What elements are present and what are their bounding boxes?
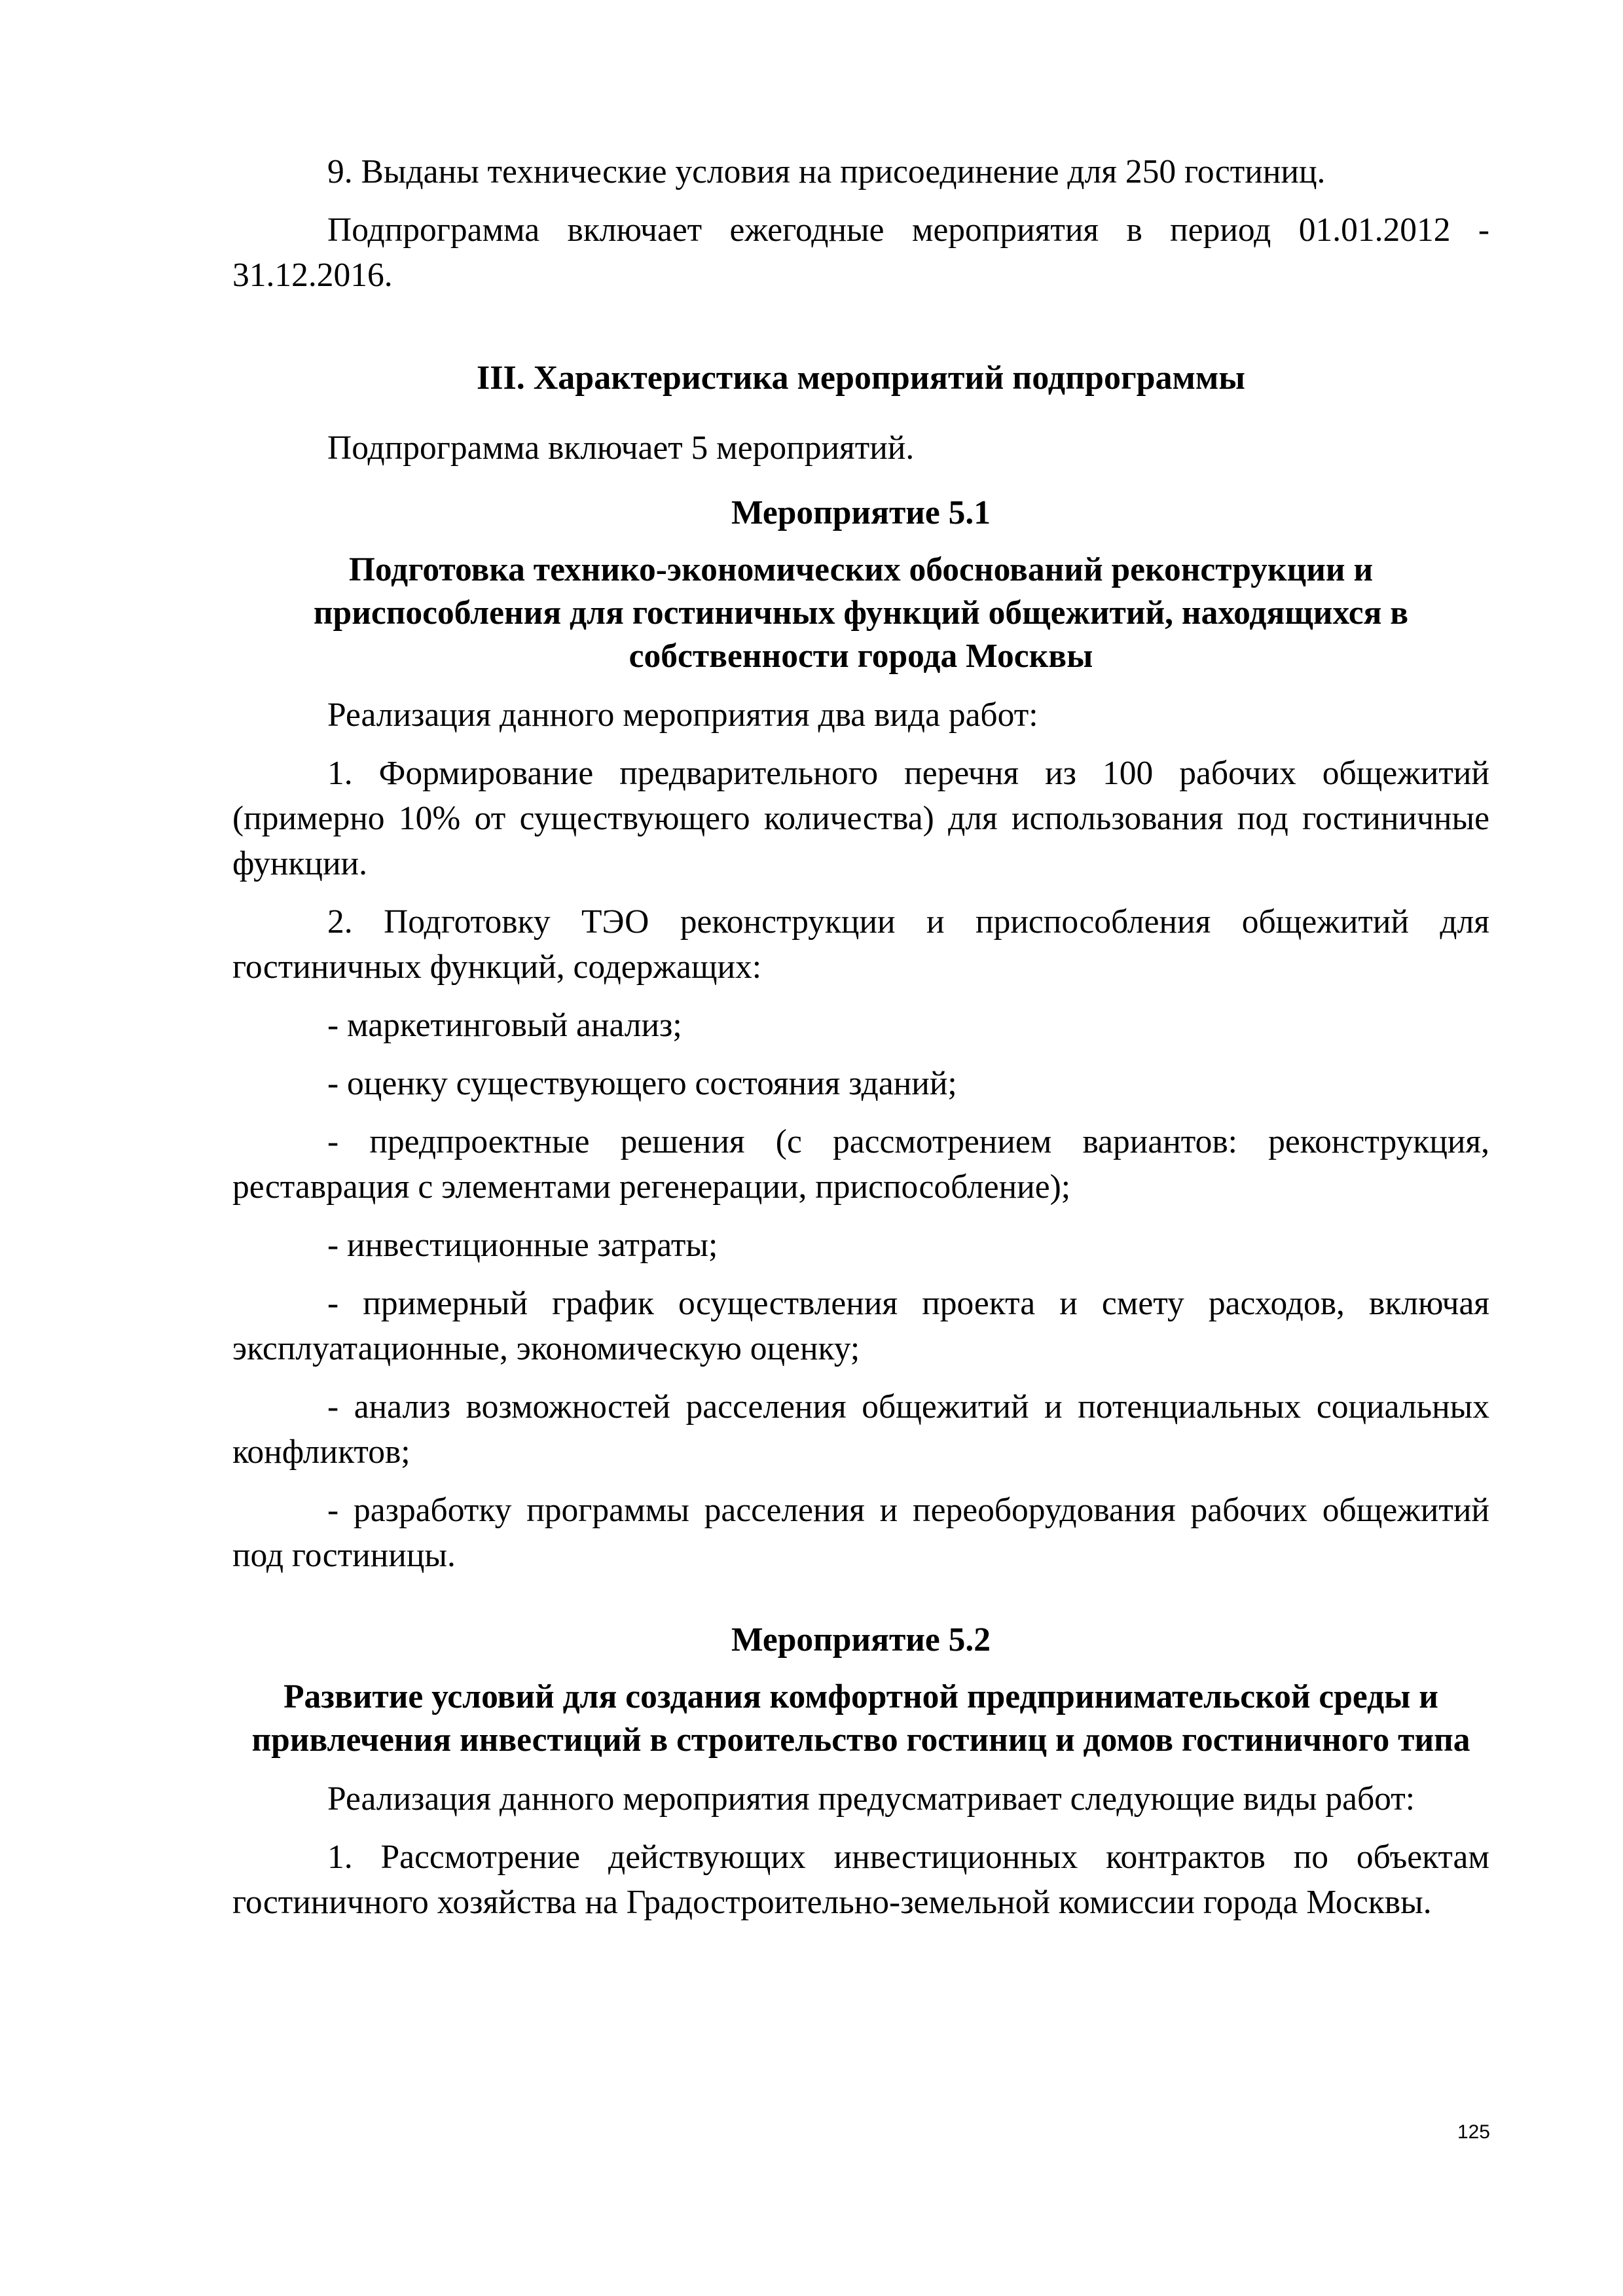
item-9-paragraph: 9. Выданы технические условия на присоединение для 250 гостиниц. <box>327 153 1326 190</box>
measure-5-1-list-item: - разработку программы расселения и переоборудования рабочих общежитий под гостиницы. <box>232 1492 1489 1574</box>
page-content <box>232 149 1489 1938</box>
measure-5-1-list-item: - инвестиционные затраты; <box>327 1227 718 1264</box>
measure-5-1-list-item: - оценку существующего состояния зданий; <box>327 1065 957 1102</box>
measure-5-2-item-1: 1. Рассмотрение действующих инвестиционных контрактов по объектам гостиничного хозяйства на Градостроительно-земельной комиссии города Москвы. <box>232 1839 1489 1921</box>
measure-5-1-list-item: - предпроектные решения (с рассмотрением вариантов: реконструкция, реставрация с элементами регенерации, приспособление); <box>232 1123 1489 1206</box>
period-paragraph: Подпрограмма включает ежегодные мероприятия в период 01.01.2012 - 31.12.2016. <box>232 211 1489 294</box>
measure-5-1-item-1: 1. Формирование предварительного перечня из 100 рабочих общежитий (примерно 10% от существующего количества) для использования под гостиничные функции. <box>232 755 1489 882</box>
measure-5-1-title: Подготовка технико-экономических обоснований реконструкции и приспособления для гостиничных функций общежитий, находящихся в собственности города Москвы <box>313 551 1409 675</box>
measure-5-2-intro: Реализация данного мероприятия предусматривает следующие виды работ: <box>327 1780 1415 1818</box>
measure-5-2-title: Развитие условий для создания комфортной предпринимательской среды и привлечения инвестиций в строительство гостиниц и домов гостиничного типа <box>251 1678 1470 1759</box>
measure-5-1-item-2: 2. Подготовку ТЭО реконструкции и приспособления общежитий для гостиничных функций, содержащих: <box>232 903 1489 986</box>
section-3-summary: Подпрограмма включает 5 мероприятий. <box>327 429 915 467</box>
measure-5-1-list-item: - анализ возможностей расселения общежитий и потенциальных социальных конфликтов; <box>232 1388 1489 1471</box>
section-3-heading: III. Характеристика мероприятий подпрограммы <box>477 359 1245 397</box>
measure-5-1-list-item: - примерный график осуществления проекта и смету расходов, включая эксплуатационные, экономическую оценку; <box>232 1285 1489 1367</box>
measure-5-1-label: Мероприятие 5.1 <box>731 494 991 531</box>
measure-5-1-list-item: - маркетинговый анализ; <box>327 1007 682 1044</box>
page-number: 125 <box>1457 2121 1490 2143</box>
measure-5-2-label: Мероприятие 5.2 <box>731 1621 991 1659</box>
measure-5-1-intro: Реализация данного мероприятия два вида работ: <box>327 696 1038 734</box>
